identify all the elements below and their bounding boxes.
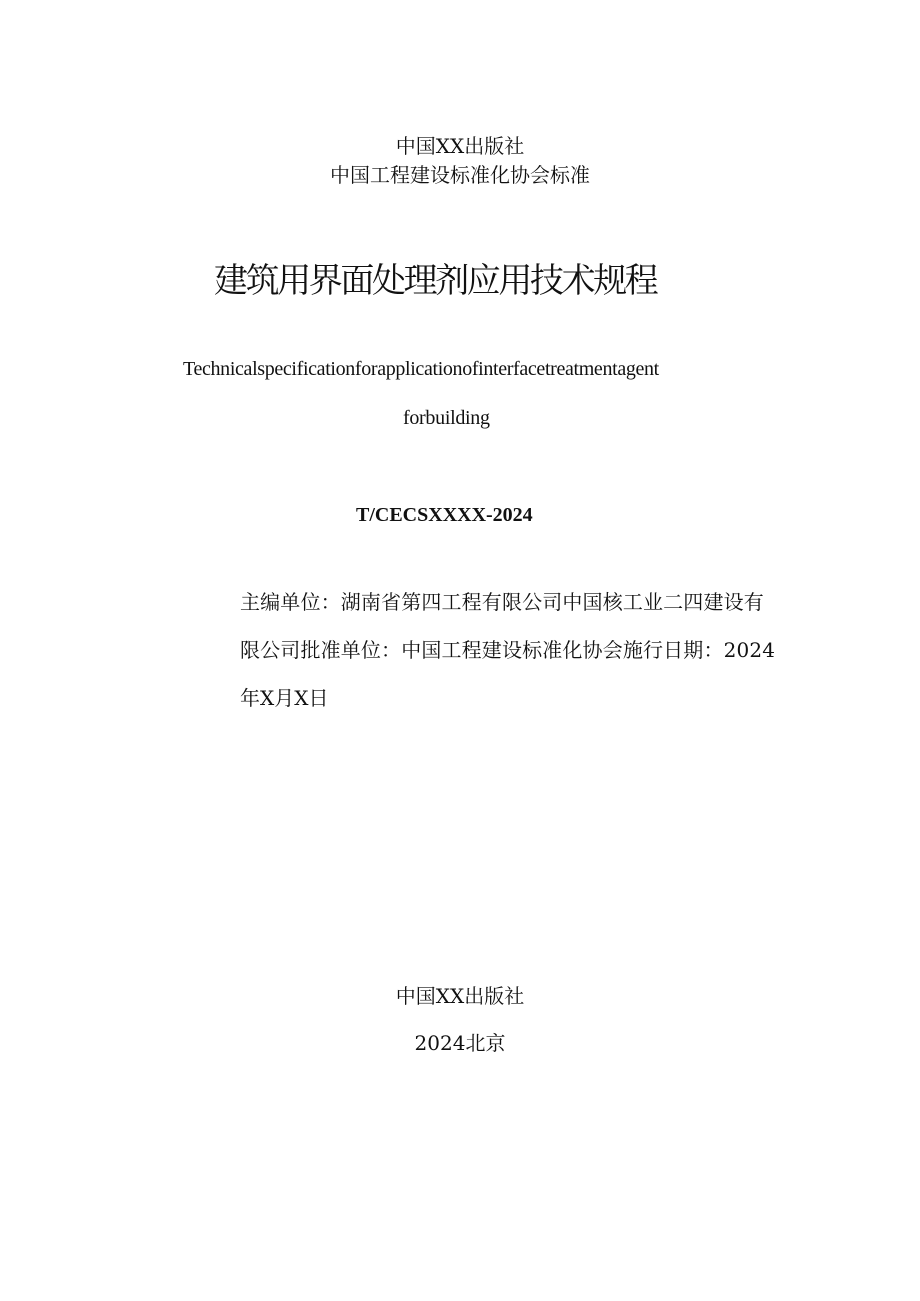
- editor-info-line-2: 限公司批准单位：中国工程建设标准化协会施行日期：2024: [240, 638, 776, 662]
- standard-code: T/CECSXXXX-2024: [356, 504, 533, 526]
- publisher-name-bottom: 中国XX出版社: [395, 984, 525, 1008]
- editor-info-line-1: 主编单位：湖南省第四工程有限公司中国核工业二四建设有: [240, 590, 764, 614]
- association-standard-label: 中国工程建设标准化协会标准: [330, 163, 590, 187]
- editor-info-line-3: 年X月X日: [240, 686, 329, 710]
- document-title-cn: 建筑用界面处理剂应用技术规程: [214, 261, 657, 301]
- publisher-name-top: 中国XX出版社: [395, 134, 525, 158]
- document-title-en-line-1: Technicalspecificationforapplicationofinterfacetreatmentagent: [183, 358, 659, 380]
- document-title-en-line-2: forbuilding: [403, 407, 490, 429]
- publication-place-year: 2024北京: [414, 1031, 506, 1055]
